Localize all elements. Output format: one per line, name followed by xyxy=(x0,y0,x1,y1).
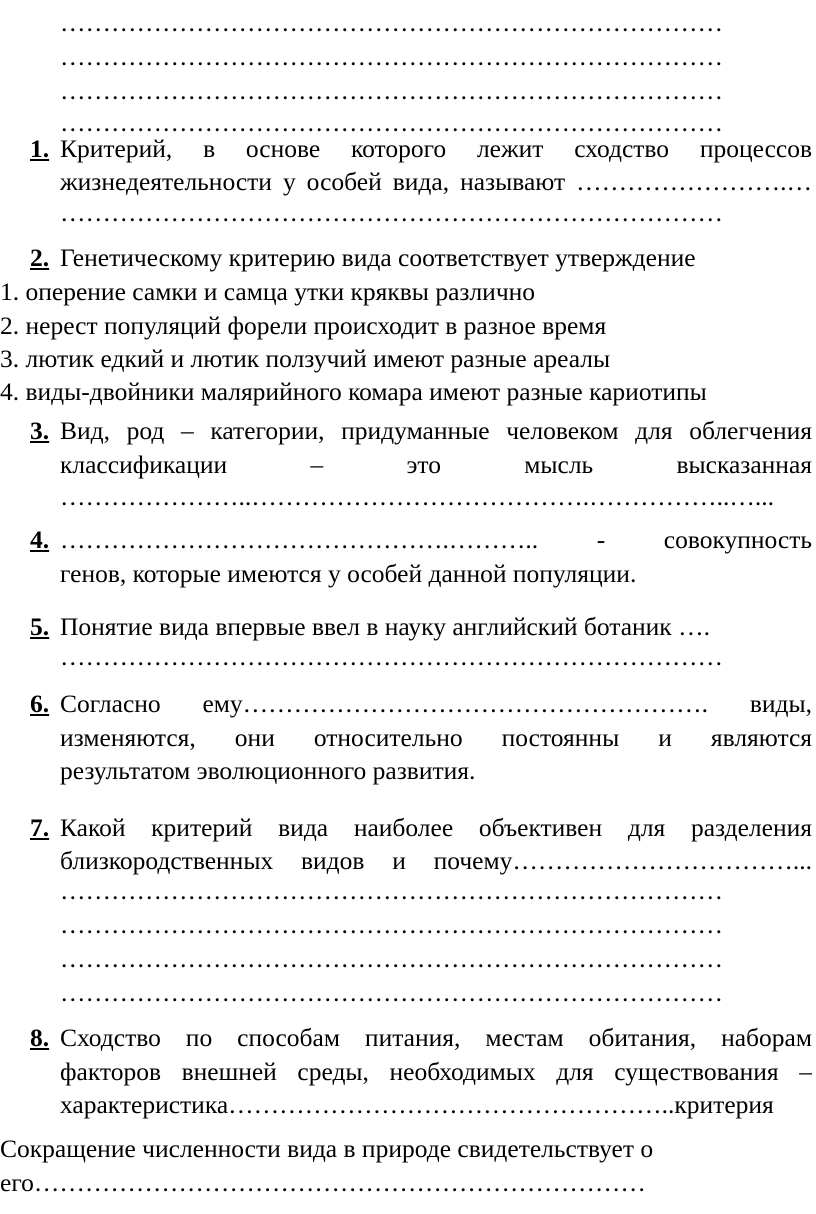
question-1-text: Критерий, в основе которого лежит сходство процессов xyxy=(60,134,812,163)
question-6-text: результатом эволюционного развития. xyxy=(60,756,476,785)
answer-line: …………………………………………………………………… xyxy=(60,876,723,905)
question-2-text: Генетическому критерию вида соответствует утверждение xyxy=(60,243,696,272)
question-2-number: 2. xyxy=(30,243,50,272)
answer-line: …………………………………………………………………… xyxy=(60,76,723,105)
answer-line: …………………………………………………………………… xyxy=(60,8,723,37)
question-4-text: генов, которые имеются у особей данной популяции. xyxy=(60,559,637,588)
final-question-text: Сокращение численности вида в природе свидетельствует о xyxy=(0,1134,654,1163)
answer-line: …………………..………………………………….……………..…... xyxy=(60,482,774,511)
answer-line: …………………………………………………………………… xyxy=(60,42,723,71)
question-2-option-1: 1. оперение самки и самца утки кряквы различно xyxy=(0,277,536,306)
question-1-number: 1. xyxy=(30,134,50,163)
question-3-text: Вид, род – категории, придуманные человеком для облегчения xyxy=(60,416,812,445)
question-8-number: 8. xyxy=(30,1023,50,1052)
question-4-text: ……………………………………….……….. - совокупность xyxy=(60,525,812,554)
question-3-text: классификации – это мысль высказанная xyxy=(60,450,812,479)
final-question-text: его……………………………………………………………… xyxy=(0,1168,646,1197)
question-4-number: 4. xyxy=(30,525,50,554)
answer-line: …………………………………………………………………… xyxy=(60,944,723,973)
question-8-text: Сходство по способам питания, местам обитания, наборам xyxy=(60,1023,812,1052)
question-5-text: Понятие вида впервые ввел в науку английский ботаник …. xyxy=(60,612,710,641)
question-7-text: Какой критерий вида наиболее объективен для разделения xyxy=(60,813,812,842)
question-1-text: жизнедеятельности у особей вида, называют …………………….… xyxy=(60,167,812,196)
answer-line: …………………………………………………………………… xyxy=(60,198,723,227)
question-8-text: характеристика……………………………………………..критерия xyxy=(60,1090,774,1119)
answer-line: …………………………………………………………………… xyxy=(60,108,723,137)
question-8-text: факторов внешней среды, необходимых для существования – xyxy=(60,1057,812,1086)
question-5-number: 5. xyxy=(30,612,50,641)
question-6-text: Согласно ему………………………………………………. виды, xyxy=(60,689,812,718)
question-2-option-3: 3. лютик едкий и лютик ползучий имеют разные ареалы xyxy=(0,344,611,373)
question-6-number: 6. xyxy=(30,689,50,718)
question-2-option-4: 4. виды-двойники малярийного комара имеют разные кариотипы xyxy=(0,377,707,406)
answer-line: …………………………………………………………………… xyxy=(60,910,723,939)
question-2-option-2: 2. нерест популяций форели происходит в разное время xyxy=(0,311,607,340)
question-3-number: 3. xyxy=(30,416,50,445)
answer-line: …………………………………………………………………… xyxy=(60,978,723,1007)
answer-line: …………………………………………………………………… xyxy=(60,642,723,671)
question-7-number: 7. xyxy=(30,813,50,842)
question-6-text: изменяются, они относительно постоянны и являются xyxy=(60,723,812,752)
question-7-text: близкородственных видов и почему……………………………... xyxy=(60,846,812,875)
